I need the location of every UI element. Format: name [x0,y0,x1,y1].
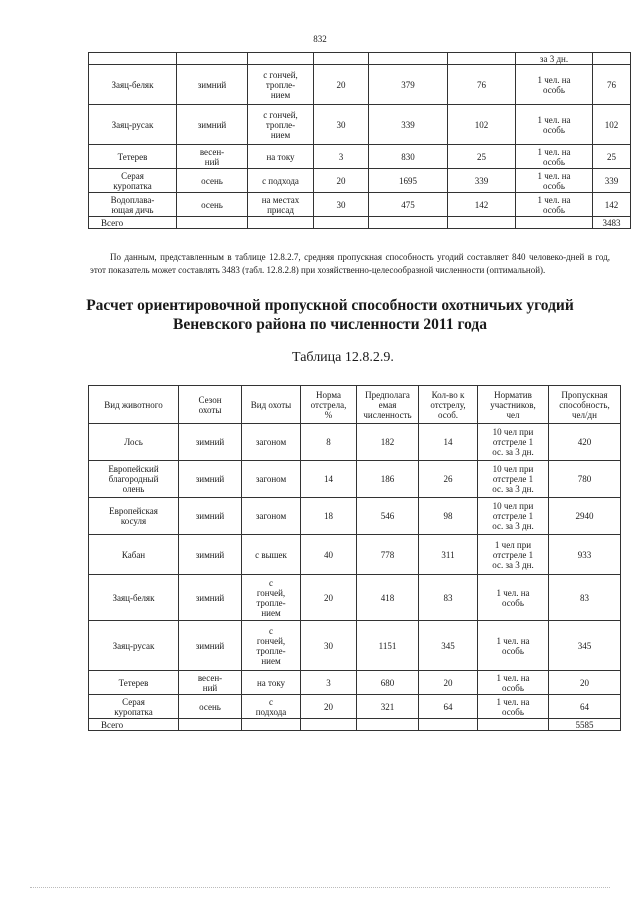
cell-method: на току [242,671,301,695]
cell-method: на току [248,145,314,169]
cell-capacity: 345 [549,621,621,671]
cell-norm: 3 [301,671,357,695]
cell-animal: Заяц-беляк [89,575,179,621]
cell-capacity: 25 [593,145,631,169]
cell-norm: 30 [301,621,357,671]
cell-animal: Лось [89,424,179,461]
cell-population: 1151 [357,621,419,671]
table-row [89,193,631,217]
table-row [89,145,631,169]
cell-season [177,53,248,65]
cell-capacity: 420 [549,424,621,461]
cell-count: 20 [419,671,478,695]
cell-population: 418 [357,575,419,621]
cell-rule: 1 чел. на особь [478,671,549,695]
table-row [89,105,631,145]
cell-population: 339 [369,105,448,145]
header-season: Сезон охоты [179,386,242,424]
total-label: Всего [89,217,177,229]
cell-season: осень [177,169,248,193]
table-row [89,461,621,498]
cell-capacity [593,53,631,65]
cell-population: 680 [357,671,419,695]
cell-norm: 20 [314,169,369,193]
cell-rule: 1 чел. на особь [516,193,593,217]
cell-rule: 1 чел. на особь [516,145,593,169]
cell-season: зимний [179,461,242,498]
cell-method: с гончей, тропле- нием [242,575,301,621]
cell-animal: Заяц-русак [89,105,177,145]
cell-method [248,53,314,65]
cell-rule: 1 чел. на особь [516,169,593,193]
page-number: 832 [313,34,327,44]
cell-count: 345 [419,621,478,671]
cell-season: зимний [179,535,242,575]
table-row [89,671,621,695]
cell-population: 546 [357,498,419,535]
cell-count: 102 [448,105,516,145]
cell-method: с гончей, тропле- нием [248,105,314,145]
table-total-row [89,719,621,731]
cell-count: 64 [419,695,478,719]
cell-count: 25 [448,145,516,169]
cell-population: 379 [369,65,448,105]
cell-capacity: 2940 [549,498,621,535]
cell-norm: 8 [301,424,357,461]
cell-rule: 10 чел при отстреле 1 ос. за 3 дн. [478,461,549,498]
cell-count: 76 [448,65,516,105]
cell-rule: 10 чел при отстреле 1 ос. за 3 дн. [478,424,549,461]
cell-norm: 18 [301,498,357,535]
population-capacity-table-continued [88,52,631,229]
total-label: Всего [89,719,179,731]
cell-rule: 1 чел. на особь [478,575,549,621]
total-value: 5585 [549,719,621,731]
cell-season: зимний [179,575,242,621]
cell-capacity: 339 [593,169,631,193]
table-row [89,695,621,719]
table-row [89,575,621,621]
cell-count: 339 [448,169,516,193]
header-animal: Вид животного [89,386,179,424]
cell-capacity: 780 [549,461,621,498]
cell-rule: 1 чел при отстреле 1 ос. за 3 дн. [478,535,549,575]
cell-animal: Заяц-беляк [89,65,177,105]
header-capacity: Пропускная способность, чел/дн [549,386,621,424]
table-total-row [89,217,631,229]
cell-population: 475 [369,193,448,217]
cell-animal: Водоплава- ющая дичь [89,193,177,217]
cell-norm: 30 [314,105,369,145]
section-heading: Расчет ориентировочной пропускной способности охотничьих угодий Веневского района по численности 2011 года [86,297,574,333]
cell-norm: 40 [301,535,357,575]
cell-count: 26 [419,461,478,498]
cell-animal: Европейский благородный олень [89,461,179,498]
scan-footer-marks [30,884,610,888]
cell-method: с подхода [242,695,301,719]
cell-animal: Кабан [89,535,179,575]
cell-animal [89,53,177,65]
cell-capacity: 83 [549,575,621,621]
table-header-row [89,386,621,424]
cell-norm: 14 [301,461,357,498]
cell-capacity: 64 [549,695,621,719]
cell-norm: 20 [301,575,357,621]
cell-season: осень [179,695,242,719]
cell-rule: 10 чел при отстреле 1 ос. за 3 дн. [478,498,549,535]
cell-count: 83 [419,575,478,621]
cell-method: на местах присад [248,193,314,217]
body-paragraph: По данным, представленным в таблице 12.8.2.7, средняя пропускная способность угодий составляет 840 человеко-дней в год, этот показатель может составлять 3483 (табл. 12.8.2.8) при хозяйственно-целесообразной численности (оптимальной). [90,252,610,275]
cell-rule: 1 чел. на особь [478,695,549,719]
cell-norm: 3 [314,145,369,169]
table-row [89,53,631,65]
cell-count: 311 [419,535,478,575]
cell-count: 14 [419,424,478,461]
total-value: 3483 [593,217,631,229]
header-population: Предполага емая численность [357,386,419,424]
header-count: Кол-во к отстрелу, особ. [419,386,478,424]
cell-animal: Серая куропатка [89,695,179,719]
cell-population: 778 [357,535,419,575]
header-norm: Норма отстрела, % [301,386,357,424]
capacity-calculation-table [88,385,621,731]
cell-capacity: 102 [593,105,631,145]
table-caption: Таблица 12.8.2.9. [292,350,394,365]
cell-animal: Европейская косуля [89,498,179,535]
cell-animal: Тетерев [89,671,179,695]
cell-capacity: 20 [549,671,621,695]
cell-season: зимний [179,621,242,671]
cell-method: с вышек [242,535,301,575]
table-row [89,535,621,575]
cell-method: с гончей, тропле- нием [248,65,314,105]
cell-method: с подхода [248,169,314,193]
cell-capacity: 142 [593,193,631,217]
cell-method: загоном [242,461,301,498]
cell-population: 186 [357,461,419,498]
cell-season: зимний [177,105,248,145]
cell-animal: Серая куропатка [89,169,177,193]
cell-method: с гончей, тропле- нием [242,621,301,671]
cell-population: 1695 [369,169,448,193]
cell-count: 98 [419,498,478,535]
cell-population [369,53,448,65]
cell-population: 830 [369,145,448,169]
cell-season: весен- ний [179,671,242,695]
cell-animal: Тетерев [89,145,177,169]
cell-animal: Заяц-русак [89,621,179,671]
cell-rule: 1 чел. на особь [478,621,549,671]
table-row [89,621,621,671]
cell-capacity: 76 [593,65,631,105]
table-row [89,65,631,105]
cell-season: зимний [177,65,248,105]
cell-norm [314,53,369,65]
table-row [89,169,631,193]
cell-season: весен- ний [177,145,248,169]
table-row [89,498,621,535]
cell-capacity: 933 [549,535,621,575]
cell-population: 321 [357,695,419,719]
cell-season: зимний [179,424,242,461]
cell-count [448,53,516,65]
cell-method: загоном [242,498,301,535]
header-rule: Норматив участников, чел [478,386,549,424]
cell-season: осень [177,193,248,217]
cell-norm: 20 [301,695,357,719]
cell-rule: 1 чел. на особь [516,105,593,145]
cell-population: 182 [357,424,419,461]
cell-season: зимний [179,498,242,535]
cell-rule: за 3 дн. [516,53,593,65]
header-method: Вид охоты [242,386,301,424]
cell-rule: 1 чел. на особь [516,65,593,105]
cell-norm: 20 [314,65,369,105]
table-row [89,424,621,461]
cell-count: 142 [448,193,516,217]
cell-method: загоном [242,424,301,461]
cell-norm: 30 [314,193,369,217]
